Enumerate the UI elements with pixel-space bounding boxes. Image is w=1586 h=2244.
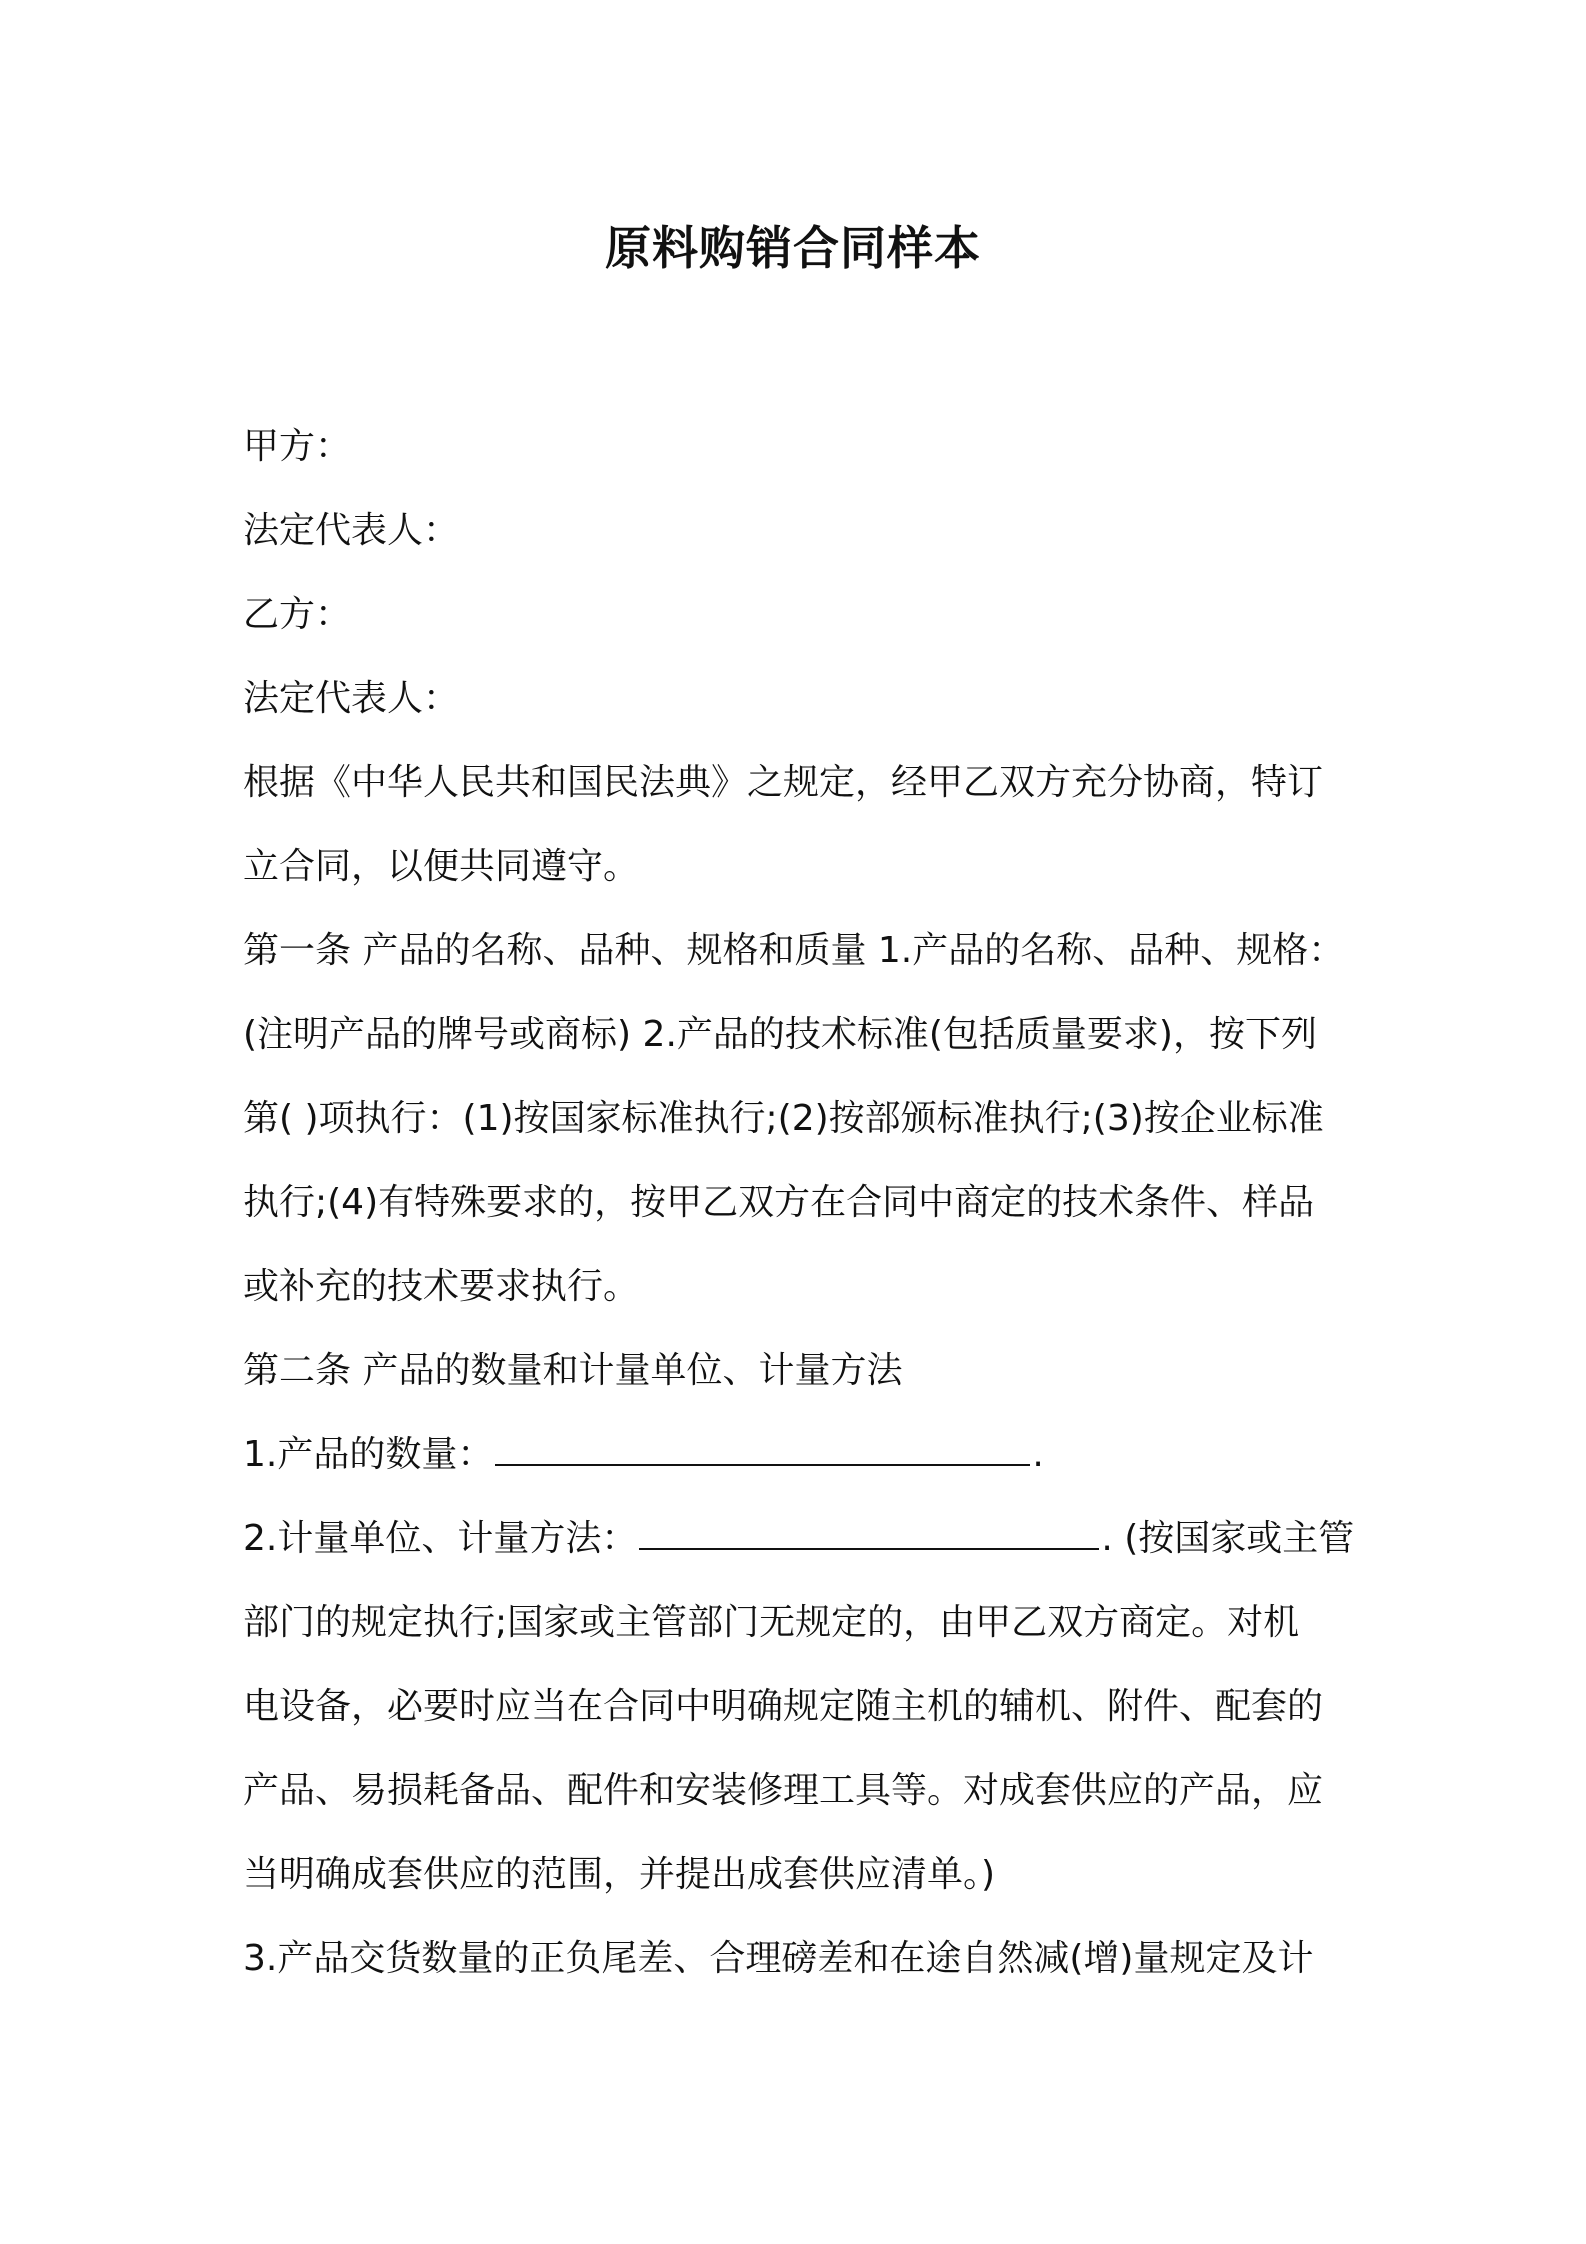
article2-item2-line: 产品、易损耗备品、配件和安装修理工具等。对成套供应的产品，应 — [243, 1770, 1324, 1811]
quantity-blank-line — [495, 1430, 1030, 1466]
party-b-representative-label: 法定代表人： — [243, 678, 460, 719]
measurement-blank-line — [639, 1514, 1099, 1550]
article1-line: 第一条 产品的名称、品种、规格和质量 1.产品的名称、品种、规格： — [243, 930, 1345, 971]
article2-item2-prefix: 2.计量单位、计量方法： — [243, 1518, 638, 1559]
article1-line: 执行;(4)有特殊要求的，按甲乙双方在合同中商定的技术条件、样品 — [243, 1182, 1315, 1223]
article1-line: 第( )项执行：(1)按国家标准执行;(2)按部颁标准执行;(3)按企业标准 — [243, 1098, 1324, 1139]
article2-heading: 第二条 产品的数量和计量单位、计量方法 — [243, 1350, 903, 1391]
article2-item2-line: 部门的规定执行;国家或主管部门无规定的，由甲乙双方商定。对机 — [243, 1602, 1300, 1643]
document-title: 原料购销合同样本 — [605, 221, 981, 275]
article1-line: (注明产品的牌号或商标) 2.产品的技术标准(包括质量要求)，按下列 — [243, 1014, 1317, 1055]
party-a-label: 甲方： — [243, 426, 352, 467]
article2-item1 — [243, 1413, 1363, 1497]
party-a-representative-label: 法定代表人： — [243, 510, 460, 551]
article2-item1-prefix: 1.产品的数量： — [243, 1434, 494, 1475]
article2-item2-suffix: . (按国家或主管 — [1101, 1518, 1355, 1559]
article2-item2-line: 电设备，必要时应当在合同中明确规定随主机的辅机、附件、配套的 — [243, 1686, 1324, 1727]
article2-item1-suffix: . — [1032, 1434, 1044, 1475]
preamble-line: 根据《中华人民共和国民法典》之规定，经甲乙双方充分协商，特订 — [243, 762, 1324, 803]
article2-item2-line: 当明确成套供应的范围，并提出成套供应清单。) — [243, 1854, 996, 1895]
article2-item3: 3.产品交货数量的正负尾差、合理磅差和在途自然减(增)量规定及计 — [243, 1938, 1314, 1979]
contract-body — [243, 405, 1363, 2001]
party-b-label: 乙方： — [243, 594, 352, 635]
article1-line: 或补充的技术要求执行。 — [243, 1266, 640, 1307]
article2-item2 — [243, 1497, 1363, 1581]
preamble-line: 立合同，以便共同遵守。 — [243, 846, 640, 887]
